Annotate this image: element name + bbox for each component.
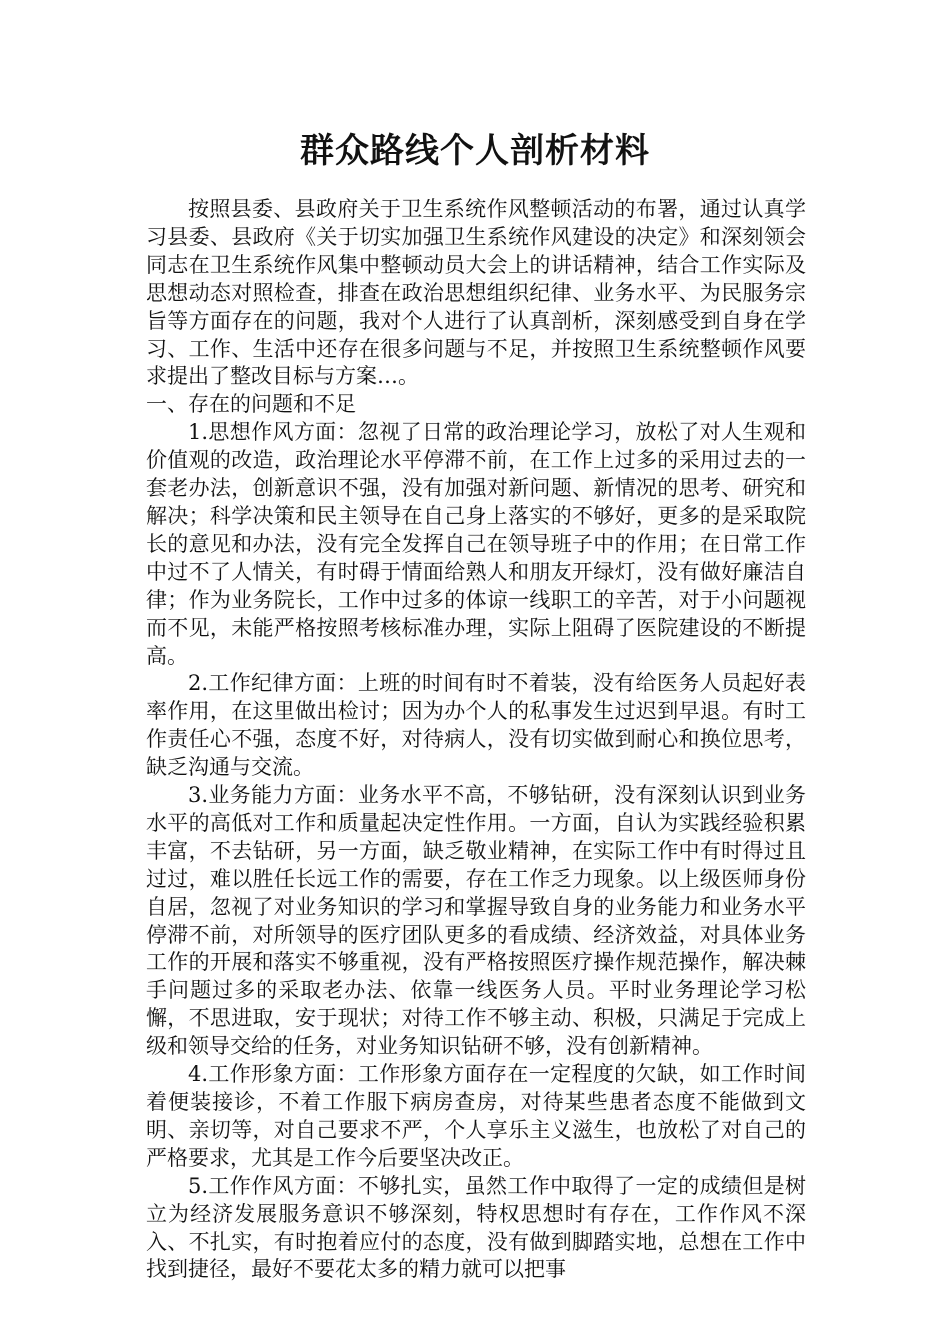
paragraph-item-5: 5.工作作风方面：不够扎实，虽然工作中取得了一定的成绩但是树立为经济发展服务意识不够深刻，特权思想时有存在，工作作风不深入、不扎实，有时抱着应付的态度，没有做到脚踏实地，总想在工作中找到捷径，最好不要花太多的精力就可以把事 [146, 1173, 806, 1282]
paragraph-item-3: 3.业务能力方面：业务水平不高，不够钻研，没有深刻认识到业务水平的高低对工作和质量起决定性作用。一方面，自认为实践经验积累丰富，不去钻研，另一方面，缺乏敬业精神，在实际工作中有时得过且过过，难以胜任长远工作的需要，存在工作乏力现象。以上级医师身份自居，忽视了对业务知识的学习和掌握导致自身的业务能力和业务水平停滞不前，对所领导的医疗团队更多的看成绩、经济效益，对具体业务工作的开展和落实不够重视，没有严格按照医疗操作规范操作，解决棘手问题过多的采取老办法、依靠一线医务人员。平时业务理论学习松懈，不思进取，安于现状；对待工作不够主动、积极，只满足于完成上级和领导交给的任务，对业务知识钻研不够，没有创新精神。 [146, 783, 806, 1059]
document-body [146, 196, 806, 1284]
paragraph-item-1: 1.思想作风方面：忽视了日常的政治理论学习，放松了对人生观和价值观的改造，政治理论水平停滞不前，在工作上过多的采用过去的一套老办法，创新意识不强，没有加强对新问题、新情况的思考、研究和解决；科学决策和民主领导在自己身上落实的不够好，更多的是采取院长的意见和办法，没有完全发挥自己在领导班子中的作用；在日常工作中过不了人情关，有时碍于情面给熟人和朋友开绿灯，没有做好廉洁自律；作为业务院长，工作中过多的体谅一线职工的辛苦，对于小问题视而不见，未能严格按照考核标准办理，实际上阻碍了医院建设的不断提高。 [146, 420, 806, 668]
section-heading: 一、存在的问题和不足 [146, 392, 356, 417]
intro-paragraph: 按照县委、县政府关于卫生系统作风整顿活动的布署，通过认真学习县委、县政府《关于切实加强卫生系统作风建设的决定》和深刻领会 同志在卫生系统作风集中整顿动员大会上的讲话精神，结合工作实际及思想动态对照检查，排查在政治思想组织纪律、业务水平、为民服务宗旨等方面存在的问题，我对个人进行了认真剖析，深刻感受到自身在学习、工作、生活中还存在很多问题与不足，并按照卫生系统整顿作风要求提出了整改目标与方案…。 [146, 197, 806, 389]
paragraph-item-2: 2.工作纪律方面：上班的时间有时不着装，没有给医务人员起好表率作用，在这里做出检讨；因为办个人的私事发生过迟到早退。有时工作责任心不强，态度不好，对待病人，没有切实做到耐心和换位思考，缺乏沟通与交流。 [146, 671, 806, 780]
paragraph-item-4: 4.工作形象方面：工作形象方面存在一定程度的欠缺，如工作时间着便装接诊，不着工作服下病房查房，对待某些患者态度不能做到文明、亲切等，对自己要求不严，个人享乐主义滋生，也放松了对自己的严格要求，尤其是工作今后要坚决改正。 [146, 1062, 806, 1170]
document-title: 群众路线个人剖析材料 [300, 131, 650, 171]
